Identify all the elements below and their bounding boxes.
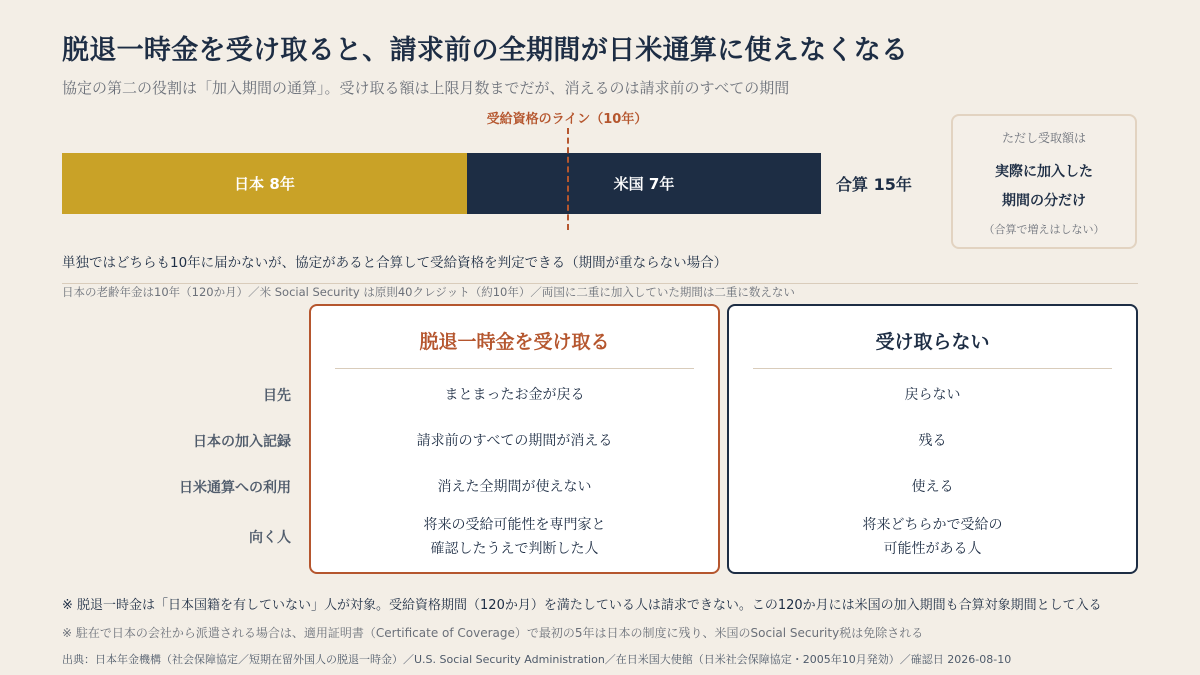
keep-suited-for-line-2: 可能性がある人 xyxy=(883,541,982,557)
take-lump-sum-title: 脱退一時金を受け取る xyxy=(419,331,610,353)
period-bar xyxy=(62,153,821,214)
row-label-japan-record: 日本の加入記録 xyxy=(193,434,291,450)
japan-period-label: 日本 8年 xyxy=(234,175,295,193)
footnote-certificate: ※ 駐在で日本の会社から派遣される場合は、適用証明書（Certificate of Coverage）で最初の5年は日本の制度に残り、米国のSocial Security税は免除される xyxy=(62,626,924,640)
keep-japan-record-cell: 残る xyxy=(918,433,947,449)
page-subtitle: 協定の第二の役割は「加入期間の通算」。受け取る額は上限月数までだが、消えるのは請求前のすべての期間 xyxy=(62,79,790,97)
japan-period-segment xyxy=(62,153,467,214)
note-line-2: 期間の分だけ xyxy=(1002,193,1086,209)
facts-text: 日本の老齢年金は10年（120か月）／米 Social Security は原則40クレジット（約10年）／両国に二重に加入していた期間は二重に数えない xyxy=(62,285,795,299)
keep-totalization-cell: 使える xyxy=(911,479,954,495)
note-main xyxy=(953,158,1135,216)
row-label-immediate: 目先 xyxy=(263,388,291,404)
page-title: 脱退一時金を受け取ると、請求前の全期間が日米通算に使えなくなる xyxy=(62,35,909,66)
note-heading: ただし受取額は xyxy=(1001,131,1086,145)
total-period-label: 合算 15年 xyxy=(836,175,912,194)
row-label-totalization: 日米通算への利用 xyxy=(179,480,291,496)
take-lump-sum-card xyxy=(309,304,720,574)
us-period-segment xyxy=(467,153,821,214)
source-citation: 出典：日本年金機構（社会保障協定／短期在留外国人の脱退一時金）／U.S. Social Security Administration／在日米国大使館（日米社会保障協定・2005年10月発効）／確認日 2026-08-10 xyxy=(62,653,1012,666)
explanation-text: 単独ではどちらも10年に届かないが、協定があると合算して受給資格を判定できる（期間が重ならない場合） xyxy=(62,255,728,271)
take-suited-for-line-1: 将来の受給可能性を専門家と xyxy=(423,517,606,533)
eligibility-threshold-line xyxy=(567,128,569,230)
not-take-card xyxy=(727,304,1138,574)
us-period-label: 米国 7年 xyxy=(613,175,675,193)
card-divider xyxy=(335,368,694,369)
payout-note-box xyxy=(951,114,1137,249)
keep-suited-for-line-1: 将来どちらかで受給の xyxy=(862,517,1003,533)
card-divider xyxy=(753,368,1112,369)
note-subtext: （合算で増えはしない） xyxy=(983,223,1105,236)
take-suited-for-line-2: 確認したうえで判断した人 xyxy=(430,541,599,557)
note-line-1: 実際に加入した xyxy=(995,164,1093,180)
eligibility-line-label: 受給資格のライン（10年） xyxy=(486,112,648,127)
not-take-title: 受け取らない xyxy=(875,331,990,353)
row-label-suited-for: 向く人 xyxy=(249,530,291,546)
footnote-eligibility: ※ 脱退一時金は「日本国籍を有していない」人が対象。受給資格期間（120か月）を満たしている人は請求できない。この120か月には米国の加入期間も合算対象期間として入る xyxy=(62,598,1102,613)
take-totalization-cell: 消えた全期間が使えない xyxy=(437,479,592,495)
take-immediate-cell: まとまったお金が戻る xyxy=(444,387,585,403)
take-japan-record-cell: 請求前のすべての期間が消える xyxy=(416,433,613,449)
keep-immediate-cell: 戻らない xyxy=(904,387,961,403)
